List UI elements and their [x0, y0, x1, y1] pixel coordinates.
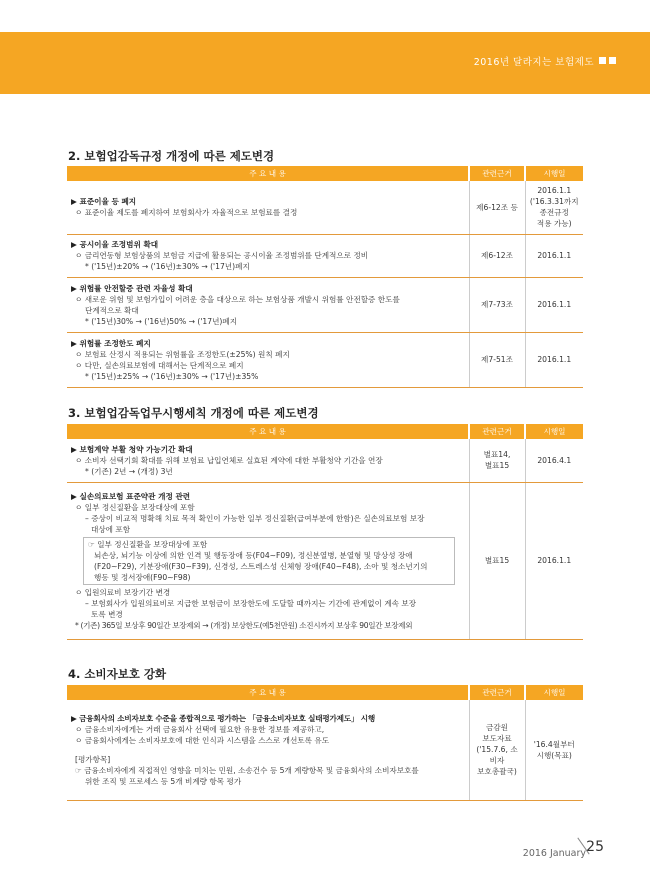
table-header [67, 166, 583, 181]
col-date: 시행일 [525, 166, 583, 181]
section-4-title: 4. 소비자보호 강화 [68, 667, 167, 681]
header-square-icon [609, 57, 616, 64]
header-square-icon [599, 57, 606, 64]
table-row: ▶ 금융회사의 소비자보호 수준을 종합적으로 평가하는 「금융소비자보호 실태평가제도」 시행 ㅇ 금융소비자에게는 거래 금융회사 선택에 필요한 유용한 정보를 제공하고, ㅇ 금융회사에게는 소비자보호에 대한 인식과 시스템을 스스로 개선토록 유도 [평가항목] ☞ 금융소비자에게 직접적인 영향을 미치는 민원, 소송건수 등 5개 계량항목 및 금융회사의 소비자보호를 위한 조직 및 프로세스 등 5개 비계량 항목 평가 금감원 보도자료 ('15.7.6, 소비자 보호총괄국) '16.4월부터 시행(목표) [67, 700, 583, 800]
row-title: ▶ 표준이율 등 폐지 [71, 197, 137, 207]
section-3-table [67, 424, 583, 640]
note-box: ☞ 일부 정신질환을 보장대상에 포함 뇌손상, 뇌기능 이상에 의한 인격 및 행동장애 등(F04~F09), 정신분열병, 분열형 및 망상성 장애 (F20~F29), 기분장애(F30~F39), 신경성, 스트레스성 신체형 장애(F40~F48), 소아 및 청소년기의 행동 및 정서장애(F90~F98) [83, 537, 455, 585]
page-number: 25 [586, 839, 604, 855]
table-row: ▶ 실손의료보험 표준약관 개정 관련 ㅇ 일부 정신질환을 보장대상에 포함 – 증상이 비교적 명확해 치료 목적 확인이 가능한 일부 정신질환(급여부분에 한함)은 실손의료보험 보장 대상에 포함 ☞ 일부 정신질환을 보장대상에 포함 뇌손상, 뇌기능 이상에 의한 인격 및 행동장애 등(F04~F09), 정신분열병, 분열형 및 망상성 장애 (F20~F29), 기분장애(F30~F39), 신경성, 스트레스성 신체형 장애(F40~F48), 소아 및 청소년기의 행동 및 정서장애(F90~F98) ㅇ 입원의료비 보장기간 변경 – 보험회사가 입원의료비로 지급한 보험금이 보장한도에 도달할 때까지는 기간에 관계없이 계속 보장 토록 변경 * (기존) 365일 보상후 90일간 보장제외 → (개정) 보상한도(예5천만원) 소진시까지 보상후 90일간 보장제외 별표15 2016.1.1 [67, 482, 583, 639]
row-text: ㅇ 표준이율 제도를 폐지하여 보험회사가 자율적으로 보험료를 결정 [75, 208, 298, 218]
col-main: 주 요 내 용 [67, 166, 469, 181]
header-title: 2016년 달라지는 보험제도 [473, 57, 594, 68]
table-header: 주 요 내 용 관련근거 시행일 [67, 424, 583, 439]
row-basis: 제6-12조 등 [469, 181, 525, 234]
table-row: ▶ 보험계약 부활 청약 가능기간 확대 ㅇ 소비자 선택기회 확대를 위해 보험료 납입연체로 실효된 계약에 대한 부활청약 기간을 연장 * (기존) 2년 → (개정) 3년 별표14, 별표15 2016.4.1 [67, 439, 583, 482]
table-header: 주 요 내 용 관련근거 시행일 [67, 685, 583, 700]
table-row [67, 181, 583, 234]
section-4-table [67, 685, 583, 801]
table-row: ▶ 공시이율 조정범위 확대 ㅇ 금리연동형 보험상품의 보험금 지급에 활용되는 공시이율 조정범위를 단계적으로 정비 * ('15년)±20% → ('16년)±30% → ('17년)폐지 제6-12조 2016.1.1 [67, 234, 583, 277]
header-band [0, 32, 650, 94]
table-row: ▶ 위험률 조정한도 폐지 ㅇ 보험료 산정시 적용되는 위험률을 조정한도(±25%) 원칙 폐지 ㅇ 다만, 실손의료보험에 대해서는 단계적으로 폐지 * ('15년)±25% → ('16년)±30% → ('17년)±35% 제7-51조 2016.1.1 [67, 332, 583, 387]
section-3-title: 3. 보험업감독업무시행세칙 개정에 따른 제도변경 [68, 406, 319, 420]
section-2-title: 2. 보험업감독규정 개정에 따른 제도변경 [68, 149, 275, 163]
footer-month: 2016 January [522, 848, 586, 859]
row-date: 2016.1.1 ('16.3.31까지 종전규정 적용 가능) [525, 181, 583, 234]
table-row: ▶ 위험률 안전할증 관련 자율성 확대 ㅇ 새로운 위험 및 보험가입이 어려운 층을 대상으로 하는 보험상품 개발시 위험률 안전할증 한도를 단계적으로 확대 * ('15년)30% → ('16년)50% → ('17년)폐지 제7-73조 2016.1.1 [67, 277, 583, 332]
section-2-table [67, 166, 583, 388]
col-basis: 관련근거 [469, 166, 525, 181]
